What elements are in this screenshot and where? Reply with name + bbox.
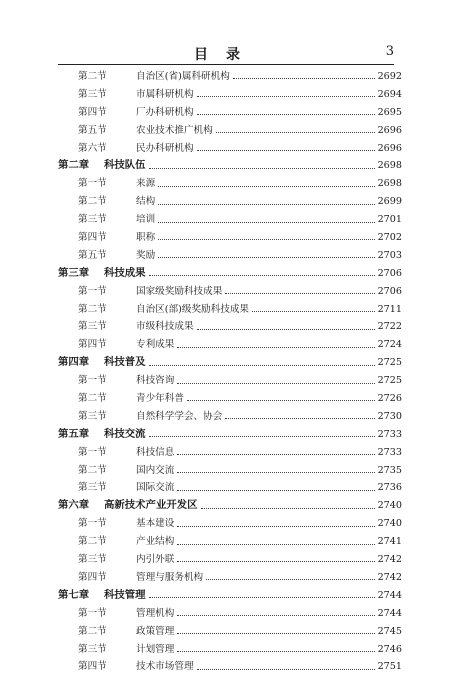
page-ref: 2706 — [377, 267, 402, 279]
page-ref: 2725 — [377, 357, 402, 369]
page-ref: 2725 — [377, 375, 402, 387]
section-title: 科技信息 — [136, 446, 175, 458]
section-title: 技术市场管理 — [136, 661, 194, 673]
page-ref: 2711 — [377, 303, 402, 315]
toc-section-row — [58, 86, 402, 104]
page-ref: 2695 — [377, 106, 402, 118]
section-title: 自治区(部)级奖励科技成果 — [136, 303, 250, 315]
dot-leader — [149, 436, 375, 437]
chapter-number: 第六章 — [58, 499, 90, 512]
toc-section-row — [58, 140, 402, 158]
section-number: 第一节 — [78, 518, 107, 530]
section-number: 第三节 — [78, 482, 107, 494]
chapter-title: 科技交流 — [104, 427, 146, 440]
toc-section-row — [58, 247, 402, 265]
page-ref: 2696 — [377, 142, 402, 154]
chapter-title: 高新技术产业开发区 — [104, 499, 198, 512]
page-ref: 2735 — [377, 464, 402, 476]
dot-leader — [206, 579, 374, 580]
page-ref: 2703 — [377, 249, 402, 261]
section-title: 来源 — [136, 178, 156, 190]
dot-leader — [197, 329, 375, 330]
toc-chapter-row — [58, 587, 402, 605]
chapter-number: 第二章 — [58, 159, 90, 172]
toc-section-row — [58, 479, 402, 497]
dot-leader — [149, 597, 375, 598]
page-ref: 2740 — [377, 518, 402, 530]
page-ref: 2696 — [377, 124, 402, 136]
dot-leader — [177, 383, 374, 384]
section-title: 国内交流 — [136, 464, 175, 476]
page-ref: 2751 — [377, 661, 402, 673]
section-number: 第五节 — [78, 249, 107, 261]
section-number: 第一节 — [78, 375, 107, 387]
chapter-title: 科技成果 — [104, 266, 146, 279]
toc-section-row — [58, 623, 402, 641]
toc-section-row — [58, 408, 402, 426]
dot-leader — [187, 400, 375, 401]
toc-section-row — [58, 515, 402, 533]
section-number: 第二节 — [78, 196, 107, 208]
section-number: 第四节 — [78, 339, 107, 351]
page-ref: 2726 — [377, 393, 402, 405]
section-title: 市级科技成果 — [136, 321, 194, 333]
toc-section-row — [58, 444, 402, 462]
chapter-title: 科技队伍 — [104, 159, 146, 172]
dot-leader — [158, 204, 374, 205]
page-ref: 2733 — [377, 446, 402, 458]
page-ref: 2744 — [377, 589, 402, 601]
section-number: 第一节 — [78, 285, 107, 297]
section-number: 第三节 — [78, 321, 107, 333]
dot-leader — [216, 132, 375, 133]
toc-section-row — [58, 68, 402, 86]
section-title: 专利成果 — [136, 339, 175, 351]
page-ref: 2740 — [377, 500, 402, 512]
section-title: 管理机构 — [136, 607, 175, 619]
toc-section-row — [58, 122, 402, 140]
section-title: 厂办科研机构 — [136, 106, 194, 118]
toc-section-row — [58, 658, 402, 676]
page-header — [58, 44, 394, 65]
toc-section-row — [58, 283, 402, 301]
dot-leader — [158, 239, 374, 240]
toc-section-row — [58, 641, 402, 659]
chapter-title: 科技普及 — [104, 356, 146, 369]
toc-section-row — [58, 229, 402, 247]
chapter-number: 第五章 — [58, 427, 90, 440]
dot-leader — [197, 96, 375, 97]
section-title: 产业结构 — [136, 536, 175, 548]
toc-section-row — [58, 390, 402, 408]
page-ref: 2745 — [377, 625, 402, 637]
page-title: 目录 — [194, 47, 258, 63]
toc-section-row — [58, 301, 402, 319]
section-title: 民办科研机构 — [136, 142, 194, 154]
page-ref: 2736 — [377, 482, 402, 494]
page-ref: 2724 — [377, 339, 402, 351]
section-number: 第三节 — [78, 554, 107, 566]
dot-leader — [149, 168, 375, 169]
page-ref: 2699 — [377, 196, 402, 208]
section-title: 管理与服务机构 — [136, 571, 204, 583]
section-title: 国家级奖励科技成果 — [136, 285, 223, 297]
section-title: 结构 — [136, 196, 156, 208]
chapter-number: 第四章 — [58, 356, 90, 369]
section-number: 第三节 — [78, 88, 107, 100]
section-title: 市属科研机构 — [136, 88, 194, 100]
page-ref: 2694 — [377, 88, 402, 100]
page-number: 3 — [385, 44, 394, 59]
dot-leader — [233, 78, 375, 79]
section-number: 第四节 — [78, 232, 107, 244]
section-number: 第二节 — [78, 393, 107, 405]
toc-section-row — [58, 569, 402, 587]
dot-leader — [177, 472, 374, 473]
section-title: 农业技术推广机构 — [136, 124, 213, 136]
toc-chapter-row — [58, 497, 402, 515]
toc-chapter-row — [58, 354, 402, 372]
section-number: 第二节 — [78, 536, 107, 548]
section-number: 第二节 — [78, 464, 107, 476]
section-title: 自然科学学会、协会 — [136, 410, 223, 422]
section-number: 第三节 — [78, 643, 107, 655]
dot-leader — [225, 293, 374, 294]
page-ref: 2722 — [377, 321, 402, 333]
section-number: 第五节 — [78, 124, 107, 136]
dot-leader — [177, 454, 374, 455]
toc-section-row — [58, 193, 402, 211]
toc-chapter-row — [58, 426, 402, 444]
chapter-number: 第七章 — [58, 588, 90, 601]
section-title: 科技咨询 — [136, 375, 175, 387]
section-title: 职称 — [136, 232, 156, 244]
dot-leader — [197, 669, 375, 670]
section-number: 第四节 — [78, 571, 107, 583]
section-number: 第三节 — [78, 410, 107, 422]
page-ref: 2744 — [377, 607, 402, 619]
dot-leader — [225, 418, 374, 419]
section-title: 计划管理 — [136, 643, 175, 655]
section-number: 第三节 — [78, 214, 107, 226]
section-title: 青少年科普 — [136, 393, 184, 405]
dot-leader — [149, 365, 375, 366]
page-ref: 2742 — [377, 571, 402, 583]
section-number: 第四节 — [78, 661, 107, 673]
toc-section-row — [58, 104, 402, 122]
dot-leader — [158, 186, 374, 187]
dot-leader — [158, 222, 374, 223]
section-number: 第二节 — [78, 71, 107, 82]
page-ref: 2741 — [377, 536, 402, 548]
section-title: 国际交流 — [136, 482, 175, 494]
toc-section-row — [58, 462, 402, 480]
page-ref: 2698 — [377, 178, 402, 190]
dot-leader — [177, 544, 374, 545]
section-number: 第一节 — [78, 446, 107, 458]
section-title: 培训 — [136, 214, 156, 226]
dot-leader — [177, 633, 374, 634]
dot-leader — [177, 651, 374, 652]
page-ref: 2692 — [377, 71, 402, 82]
toc-section-row — [58, 318, 402, 336]
section-number: 第二节 — [78, 303, 107, 315]
dot-leader — [177, 490, 374, 491]
toc-chapter-row — [58, 265, 402, 283]
dot-leader — [197, 114, 375, 115]
toc-chapter-row — [58, 157, 402, 175]
section-number: 第四节 — [78, 106, 107, 118]
section-title: 政策管理 — [136, 625, 175, 637]
page-ref: 2702 — [377, 232, 402, 244]
page-ref: 2730 — [377, 410, 402, 422]
toc-section-row — [58, 551, 402, 569]
dot-leader — [177, 347, 374, 348]
section-number: 第一节 — [78, 607, 107, 619]
dot-leader — [177, 615, 374, 616]
section-title: 奖励 — [136, 249, 156, 261]
section-title: 基本建设 — [136, 518, 175, 530]
dot-leader — [158, 257, 374, 258]
toc-section-row — [58, 336, 402, 354]
section-title: 自治区(省)属科研机构 — [136, 71, 230, 82]
toc-section-row — [58, 605, 402, 623]
dot-leader — [197, 150, 375, 151]
section-number: 第一节 — [78, 178, 107, 190]
page-ref: 2746 — [377, 643, 402, 655]
page-ref: 2742 — [377, 554, 402, 566]
dot-leader — [177, 561, 374, 562]
page-ref: 2733 — [377, 428, 402, 440]
section-title: 内引外联 — [136, 554, 175, 566]
dot-leader — [149, 275, 375, 276]
toc-section-row — [58, 372, 402, 390]
page-ref: 2701 — [377, 214, 402, 226]
toc-section-row — [58, 211, 402, 229]
section-number: 第六节 — [78, 142, 107, 154]
page-ref: 2698 — [377, 160, 402, 172]
dot-leader — [201, 508, 375, 509]
toc-section-row — [58, 533, 402, 551]
chapter-number: 第三章 — [58, 266, 90, 279]
dot-leader — [177, 526, 374, 527]
table-of-contents — [58, 68, 402, 676]
dot-leader — [252, 311, 375, 312]
toc-section-row — [58, 175, 402, 193]
chapter-title: 科技管理 — [104, 588, 146, 601]
page-ref: 2706 — [377, 285, 402, 297]
section-number: 第二节 — [78, 625, 107, 637]
